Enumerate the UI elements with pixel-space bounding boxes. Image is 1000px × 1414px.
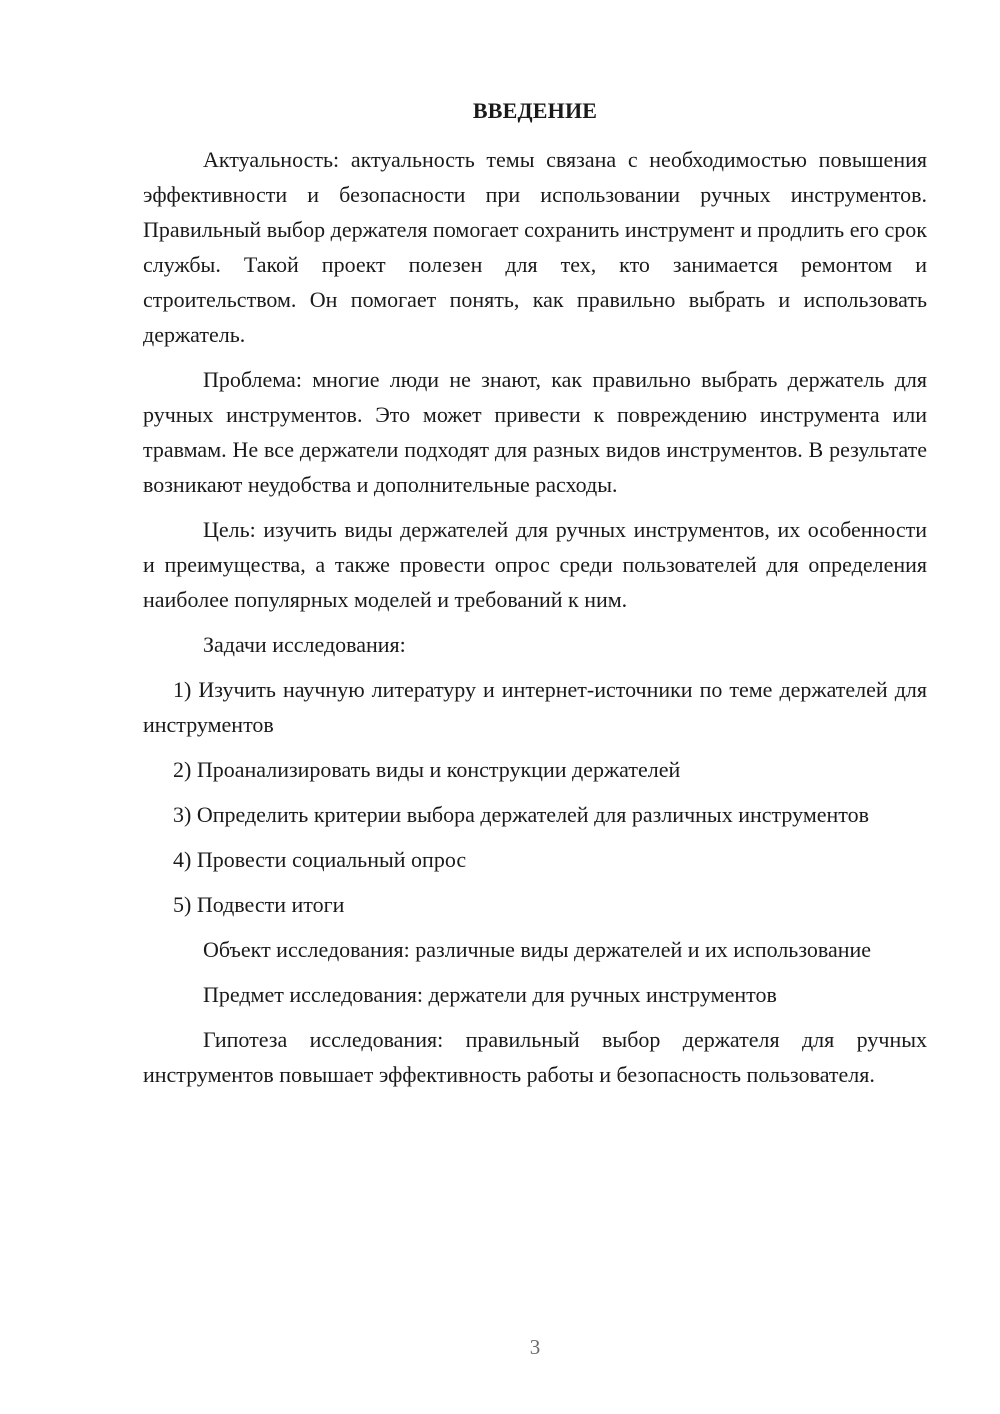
tasks-heading: Задачи исследования: [203,632,406,657]
task-item-5: 5) Подвести итоги [173,892,345,917]
page-number: 3 [529,1335,541,1359]
body-text [143,142,927,1102]
relevance-paragraph: Актуальность: актуальность темы связана с необходимостью повышения эффективности и безопасности при использовании ручных инструментов. Правильный выбор держателя помогает сохранить инструмент и продлить его срок службы. Такой проект полезен для тех, кто занимается ремонтом и строительством. Он помогает понять, как правильно выбрать и использовать держатель. [143,147,927,347]
subject-paragraph: Предмет исследования: держатели для ручных инструментов [203,982,777,1007]
problem-paragraph: Проблема: многие люди не знают, как правильно выбрать держатель для ручных инструментов. Это может привести к повреждению инструмента или травмам. Не все держатели подходят для разных видов инструментов. В результате возникают неудобства и дополнительные расходы. [143,367,927,497]
object-paragraph: Объект исследования: различные виды держателей и их использование [203,937,872,962]
task-item-1: 1) Изучить научную литературу и интернет-источники по теме держателей для инструментов [143,677,927,737]
task-item-2: 2) Проанализировать виды и конструкции держателей [173,757,681,782]
goal-paragraph: Цель: изучить виды держателей для ручных инструментов, их особенности и преимущества, а также провести опрос среди пользователей для определения наиболее популярных моделей и требований к ним. [143,517,927,612]
section-heading: ВВЕДЕНИЕ [472,98,598,123]
task-item-4: 4) Провести социальный опрос [173,847,467,872]
task-item-3: 3) Определить критерии выбора держателей для различных инструментов [173,802,869,827]
hypothesis-paragraph: Гипотеза исследования: правильный выбор держателя для ручных инструментов повышает эффективность работы и безопасность пользователя. [143,1027,927,1087]
document-page [143,0,927,1414]
